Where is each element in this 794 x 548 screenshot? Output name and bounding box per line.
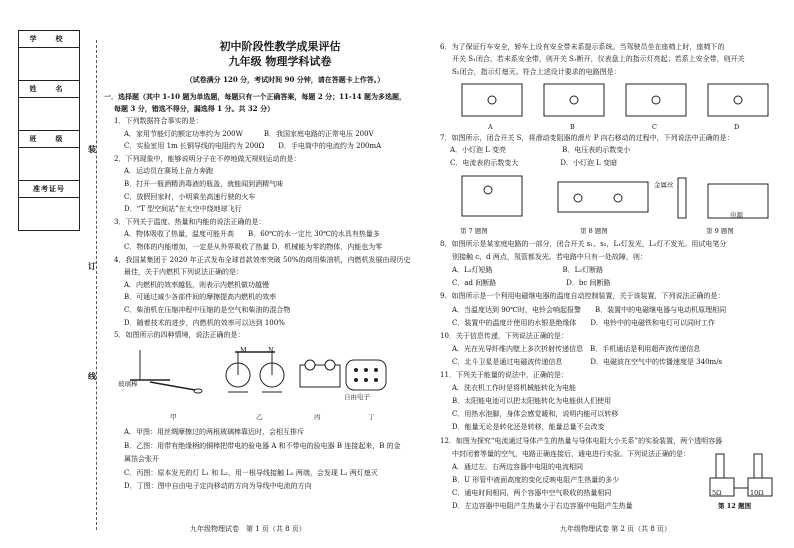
- name-label: 姓 名: [19, 81, 80, 98]
- figure-6-label-d: D: [734, 123, 740, 131]
- question-line: B．乙图：用带有绝缘柄的铜棒把带电的验电器 A 和不带电的验电器 B 连接起来，B 的金: [124, 441, 401, 450]
- footer-left: 九年级物理试卷 第 1 页（共 8 页）: [190, 525, 306, 533]
- question-line: D．丁图：图中自由电子定向移动的方向为导线中电流的方向: [124, 482, 312, 490]
- figure-12-caption: 第 12 题图: [718, 502, 752, 510]
- question-line: A．光在光导纤维内壁上多次折射传递信息 B．手机通话是利用超声波传递信息: [452, 344, 701, 353]
- question-line: C．通电时间相同，两个容器中空气吸收的热量相同: [452, 488, 612, 497]
- figure-6-label-b: B: [570, 123, 575, 131]
- question-line: C．丙图：原本发光的灯 L₁ 和 L₂，用一根导线接触 L₂ 两端，会发现 L₁ 两灯熄灭: [124, 468, 378, 477]
- seal-word-zhuang: 装: [88, 144, 96, 154]
- question-line: 7．如图所示，闭合开关 S，将滑动变阻器的滑片 P 向右移动的过程中，下列说法中正确的是：: [440, 134, 734, 142]
- question-line: 11．下列关于能量的说法中，正确的是：: [440, 371, 568, 379]
- figure-5-n-label: N: [268, 346, 274, 354]
- question-line: 12．如图为探究“电流通过导体产生的热量与导体电阻大小关系”的实验装置，两个透明容器: [440, 436, 723, 445]
- question-line: A．通过左、右两边容器中电阻的电流相同: [452, 462, 584, 471]
- question-line: 6．为了保证行车安全，轿车上设有安全带未系提示系统。当驾驶员坐在座椅上时，座椅下的: [440, 43, 725, 51]
- question-line: 属箔会张开: [124, 455, 159, 463]
- figure-5-label-yi: 乙: [256, 413, 263, 421]
- question-line: 10．关于信息传递，下列说法正确的是：: [440, 331, 568, 340]
- question-line: A．内燃机的效率越低，则表示内燃机做功越慢: [124, 280, 270, 289]
- question-line: A．甲图：用丝绸摩擦过的两根玻璃棒靠近时，会相互排斥: [124, 428, 305, 436]
- figure-7-caption: 第 7 题图: [460, 227, 488, 235]
- class-label: 班 级: [19, 131, 80, 148]
- question-line: 8．如图所示是某家庭电路的一部分，闭合开关 s₁、s₂，L₁灯发光，L₂灯不发光。用试电笔分: [440, 240, 727, 248]
- question-line: C．ad 间断路 D．bc 间断路: [452, 279, 611, 288]
- question-line: C．用热水泡脚，身体会感觉暖和，说明内能可以转移: [452, 410, 619, 419]
- question-line: D．能量无论是转化还是转移，能量总量不会改变: [452, 423, 605, 432]
- question-line: 4．我国某集团于 2020 年正式发布全球首款效率突破 50%的商用柴油机，内燃机发展由现历史: [114, 255, 411, 264]
- question-line: D．随着技术的进步，内燃机的效率可以达到 100%: [124, 318, 285, 327]
- exam-title: 初中阶段性教学成果评估: [219, 40, 341, 53]
- figure-12-r1-label: 5Ω: [712, 489, 722, 497]
- question-line: 2．下列现象中，能够说明分子在不停地做无规则运动的是：: [114, 154, 301, 163]
- school-blank[interactable]: [19, 48, 80, 81]
- section-heading-1: 一．选择题（其中 1-10 题为单选题，每题只有一个正确答案，每题 2 分；11-14 题为多选题，: [104, 92, 406, 101]
- question-line: B．太阳能电池可以把太阳能转化为电能供人们使用: [452, 397, 612, 406]
- question-line: 开关 S₁闭合，若未系安全带，则开关 S₂断开，仪表盘上的指示灯亮起；若系上安全带，则开关: [452, 55, 745, 64]
- question-line: B．打开一瓶酒精消毒液的瓶盖，就能闻到酒精气味: [124, 180, 284, 188]
- question-line: 1．下列数据符合事实的是：: [114, 117, 203, 125]
- section-heading-2: 每题 3 分，错选不得分，漏选得 1 分。共 32 分）: [114, 104, 275, 113]
- figure-12-r2-label: 10Ω: [750, 489, 764, 497]
- figure-5-drawing: [110, 340, 440, 420]
- question-line: C．电流表的示数变大 D．小灯泡 L 变暗: [450, 158, 618, 167]
- question-line: A．运动员在赛场上奋力奔跑: [124, 167, 214, 176]
- figure-6-drawing: [458, 80, 778, 122]
- figure-8-caption: 第 8 题图: [580, 227, 608, 235]
- question-line: C．柴油机在压缩冲程中压缩的是空气和柴油的混合物: [124, 306, 291, 314]
- question-line: C．装置中的温度计使用的水银是绝缘体 D．电铃中的电磁铁和电灯可以同时工作: [452, 318, 715, 327]
- question-line: C．实验室用 1m 长铜导线的电阻约为 200Ω D．手电筒中的电流约为 200mA: [124, 142, 382, 151]
- figure-9-power-label: 电源: [730, 211, 743, 219]
- question-line: D．左边容器中电阻产生热量小于右边容器中电阻产生热量: [452, 502, 633, 510]
- question-line: 中封闭着等量的空气，电路正确连接后，通电进行实验。下列说法正确的是：: [452, 449, 690, 458]
- question-line: C．北斗卫星是通过电磁波传递信息 D．电磁波在空气中的传播速度是 340m/s: [452, 357, 723, 366]
- exam-no-label: 准考证号: [19, 181, 80, 198]
- figure-5-label-jia: 甲: [170, 413, 177, 421]
- student-info-table: [18, 30, 80, 231]
- question-line: B．可通过减少各部件间的摩擦提高内燃机的效率: [124, 293, 277, 302]
- question-line: A．洗衣机工作时是将机械能转化为电能: [452, 384, 577, 393]
- seal-word-ding: 订: [88, 261, 96, 271]
- figure-5-m-label: M: [240, 346, 247, 354]
- question-line: A．小灯泡 L 变亮 B．电压表的示数变小: [450, 146, 631, 155]
- question-line: C．物体的内能增加，一定是从外界吸收了热量 D．机械能为零的物体，内能也为零: [124, 243, 383, 251]
- footer-right: 九年级物理试卷 第 2 页（共 8 页）: [560, 525, 672, 533]
- question-line: 别接触 c、d 两点，氖管都发光。若电路中只有一处故障，则：: [452, 253, 647, 262]
- figure-6-label-a: A: [488, 123, 493, 131]
- question-line: 最佳，关于内燃机下列说法正确的是：: [124, 268, 243, 277]
- class-blank[interactable]: [19, 148, 80, 181]
- question-line: A．家用节能灯的额定功率约为 200W B．我国家庭电路的正常电压 200V: [124, 129, 374, 138]
- figure-9-metal-label: 金属丝: [654, 181, 674, 189]
- question-line: 3．下列关于温度、热量和内能的说法正确的是：: [114, 217, 266, 226]
- exam-subtitle: 九年级 物理学科试卷: [228, 55, 332, 68]
- binding-line: [96, 40, 97, 530]
- figure-5-electron-label: 自由电子: [344, 393, 370, 401]
- question-line: A．当温度达到 90℃时，电铃会响起报警 B．装置中的电磁继电器与电动机原理相同: [452, 305, 727, 314]
- figure-5-label-ding: 丁: [368, 413, 375, 421]
- school-label: 学 校: [19, 31, 80, 48]
- exam-note: （试卷满分 120 分，考试时间 90 分钟，请在答题卡上作答。）: [185, 75, 385, 84]
- question-line: A．L₂灯短路 B．L₂灯断路: [452, 266, 604, 275]
- seal-word-xian: 线: [88, 371, 96, 381]
- exam-no-blank[interactable]: [19, 198, 80, 231]
- question-line: B．U 形管中液面高度的变化反映电阻产生热量的多少: [452, 475, 620, 484]
- question-line: D．“T 型空间站”在太空中绕地球飞行: [124, 205, 242, 214]
- name-blank[interactable]: [19, 98, 80, 131]
- figure-5-label-bing: 丙: [314, 413, 321, 421]
- figure-5-glass-label: 玻璃棒: [118, 380, 138, 388]
- figure-9-caption: 第 9 题图: [706, 227, 734, 235]
- question-line: 5．如图所示的四种情境，说法正确的是：: [114, 331, 245, 340]
- question-line: C．放假回家时，小明乘坐高速行驶的火车: [124, 192, 256, 201]
- question-line: S₂闭合，指示灯熄灭。符合上述设计要求的电路图是：: [452, 67, 621, 76]
- figure-6-label-c: C: [652, 123, 657, 131]
- question-line: A．物体吸收了热量，温度可能升高 B．60℃的水一定比 30℃的水具有热量多: [124, 230, 380, 239]
- question-line: 9．如图所示是一个利用电磁继电器的温度自动控制装置，关于该装置，下列说法正确的是：: [440, 292, 725, 301]
